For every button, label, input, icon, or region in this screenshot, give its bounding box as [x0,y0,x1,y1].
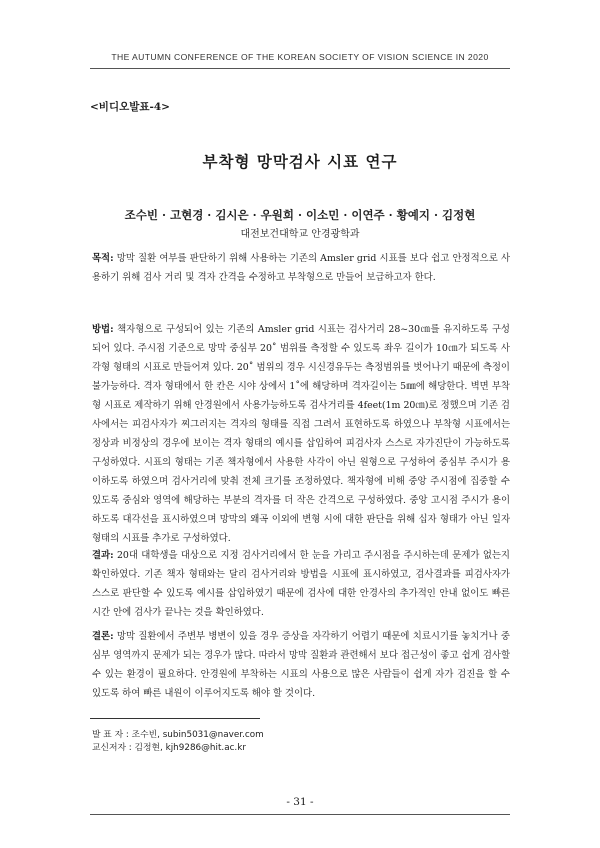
footnote-divider [90,718,260,719]
page-number: - 31 - [286,796,314,808]
section-label-method: 방법: [92,324,114,335]
paper-title: 부착형 망막검사 시표 연구 [202,152,398,171]
section-text-conclusion: 망막 질환에서 주변부 병변이 있을 경우 증상을 자각하기 어렵기 때문에 치료시기를 놓치거나 중심부 영역까지 문제가 되는 경우가 많다. 따라서 망막 질환과 관련해서 보다 접근성이 좋고 쉽게 검사할 수 있는 환경이 필요하다. 안경원에 부착하는 시표의 사용으로 많은 사람들이 쉽게 자가 검진을 할 수 있도록 하여 빠른 내원이 이루어지도록 해야 할 것이다. [92,631,510,699]
author-list: 조수빈 · 고현경 · 김시은 · 우원희 · 이소민 · 이연주 · 황예지 · 김정현 [124,208,476,222]
session-tag: <비디오발표-4> [90,101,170,113]
section-label-result: 결과: [92,550,114,561]
footnote-presenter: 발 표 자 : 조수빈, subin5031@naver.com [92,730,264,740]
footer-divider [90,814,510,815]
section-text-purpose: 망막 질환 여부를 판단하기 위해 사용하는 기존의 Amsler grid 시표를 보다 쉽고 안정적으로 사용하기 위해 검사 거리 및 격자 간격을 수정하고 부착형으로 만들어 보급하고자 한다. [92,253,510,283]
affiliation: 대전보건대학교 안경광학과 [240,229,360,240]
section-conclusion [92,627,510,703]
footnote-corresponding-author: 교신저자 : 김정현, kjh9286@hit.ac.kr [92,743,246,753]
section-purpose [92,249,510,287]
conference-header: THE AUTUMN CONFERENCE OF THE KOREAN SOCIETY OF VISION SCIENCE IN 2020 [111,52,489,62]
section-method [92,320,510,548]
section-label-conclusion: 결론: [92,631,114,642]
section-label-purpose: 목적: [92,253,114,264]
header-divider [90,68,510,69]
section-text-result: 20대 대학생을 대상으로 지정 검사거리에서 한 눈을 가리고 주시점을 주시하는데 문제가 없는지 확인하였다. 기존 책자 형태와는 달리 검사거리와 방법을 시표에 표시하였고, 검사결과를 피검사자가 스스로 판단할 수 있도록 예시를 삽입하였기 때문에 검사에 대한 안경사의 추가적인 안내 없이도 빠른 시간 안에 검사가 끝나는 것을 확인하였다. [92,550,510,618]
section-text-method: 책자형으로 구성되어 있는 기존의 Amsler grid 시표는 검사거리 28~30㎝를 유지하도록 구성되어 있다. 주시점 기준으로 망막 중심부 20˚ 범위를 측정할 수 있도록 좌우 길이가 10㎝가 되도록 사각형 형태의 시표로 만들어져 있다. 20˚ 범위의 경우 시신경유두는 측정범위를 벗어나기 때문에 측정이 불가능하다. 격자 형태에서 한 칸은 시야 상에서 1˚에 해당하며 격자길이는 5㎜에 해당한다. 벽면 부착형 시표로 제작하기 위해 안경원에서 사용가능하도록 검사거리를 4feet(1m 20㎝)로 정했으며 기존 검사에서는 피검사자가 찌그러지는 격자의 형태를 직접 그려서 표현하도록 하였으나 부착형 시표에서는 정상과 비정상의 경우에 보이는 격자 형태의 예시를 삽입하여 피검사자 스스로 자가진단이 가능하도록 구성하였다. 시표의 형태는 기존 책자형에서 사용한 사각이 아닌 원형으로 구성하여 중심부 주시가 용이하도록 하였으며 검사거리에 맞춰 전체 크기를 조정하였다. 책자형에 비해 중앙 주시점에 집중할 수 있도록 중심와 영역에 해당하는 부분의 격자를 더 작은 간격으로 구성하였다. 중앙 고시점 주시가 용이하도록 대각선을 표시하였으며 망막의 왜곡 이외에 변형 시에 대한 판단을 위해 십자 형태가 아닌 일자형태의 시표를 추가로 구성하였다. [92,324,510,544]
section-result [92,546,510,622]
